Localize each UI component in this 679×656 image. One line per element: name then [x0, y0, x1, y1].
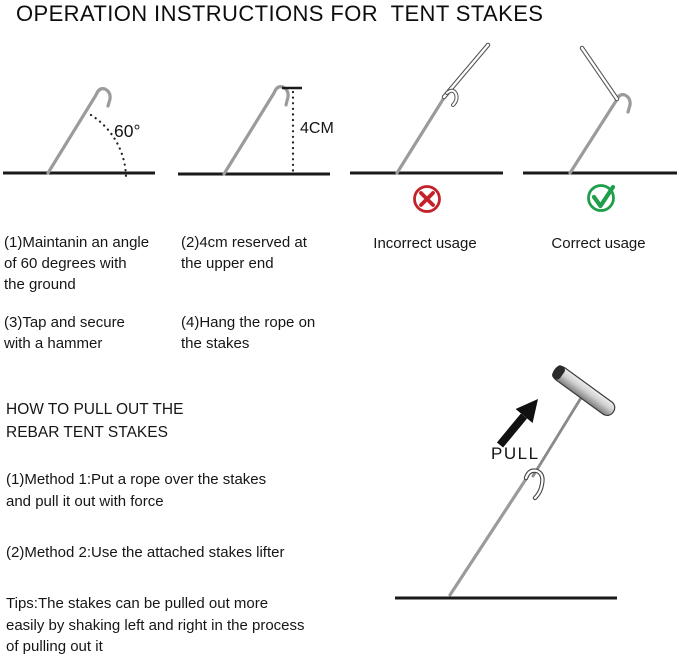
caption-step3 [4, 312, 170, 354]
caption-line: (2)4cm reserved at [181, 234, 307, 251]
pull-arrow-icon [500, 399, 538, 445]
pullout-heading [6, 398, 183, 444]
tent-stake-icon [397, 93, 447, 173]
incorrect-icon [415, 187, 440, 212]
text-line: and pull it out with force [6, 492, 164, 510]
caption-line: of 60 degrees with [4, 255, 127, 272]
heading-line: HOW TO PULL OUT THE [6, 401, 184, 418]
caption-step4 [181, 312, 347, 354]
text-line: easily by shaking left and right in the process [6, 616, 305, 634]
text-line: Tips:The stakes can be pulled out more [6, 595, 269, 612]
method1-text [6, 469, 326, 512]
caption-line: the stakes [181, 335, 250, 352]
pull-label: PULL [491, 444, 540, 463]
tent-stake-icon [570, 95, 630, 173]
caption-line: (1)Maintanin an angle [4, 234, 150, 251]
tent-stake-icon [224, 87, 288, 174]
diagram-stake-lifter-pull [360, 360, 679, 656]
diagram-angle-60 [0, 40, 170, 220]
diagram-correct-usage [510, 40, 679, 220]
heading-line: REBAR TENT STAKES [6, 424, 168, 441]
lifter-rod [533, 393, 584, 476]
tips-text [6, 593, 351, 656]
height-label: 4CM [300, 120, 334, 137]
caption-line: (4)Hang the rope on [181, 314, 316, 331]
caption-correct: Correct usage [551, 235, 646, 252]
caption-step2 [181, 232, 341, 274]
correct-icon [589, 186, 614, 211]
lifter-handle-icon [550, 364, 617, 418]
text-line: (1)Method 1:Put a rope over the stakes [6, 471, 267, 488]
tent-stake-icon [450, 479, 526, 595]
text-line: of pulling out it [6, 638, 103, 655]
tent-stake-icon [48, 89, 110, 173]
page-title: OPERATION INSTRUCTIONS FOR TENT STAKES [16, 1, 544, 26]
caption-line: with a hammer [4, 335, 103, 352]
lifter-rod [582, 48, 617, 99]
diagram-incorrect-usage [340, 40, 510, 220]
angle-label: 60° [114, 121, 141, 141]
caption-line: (3)Tap and secure [4, 314, 125, 331]
caption-line: the upper end [181, 255, 274, 272]
method2-text: (2)Method 2:Use the attached stakes lifter [6, 544, 285, 561]
diagram-4cm-reserved [170, 40, 340, 220]
caption-line: the ground [4, 276, 76, 293]
caption-step1 [4, 232, 170, 295]
caption-incorrect: Incorrect usage [373, 235, 477, 252]
